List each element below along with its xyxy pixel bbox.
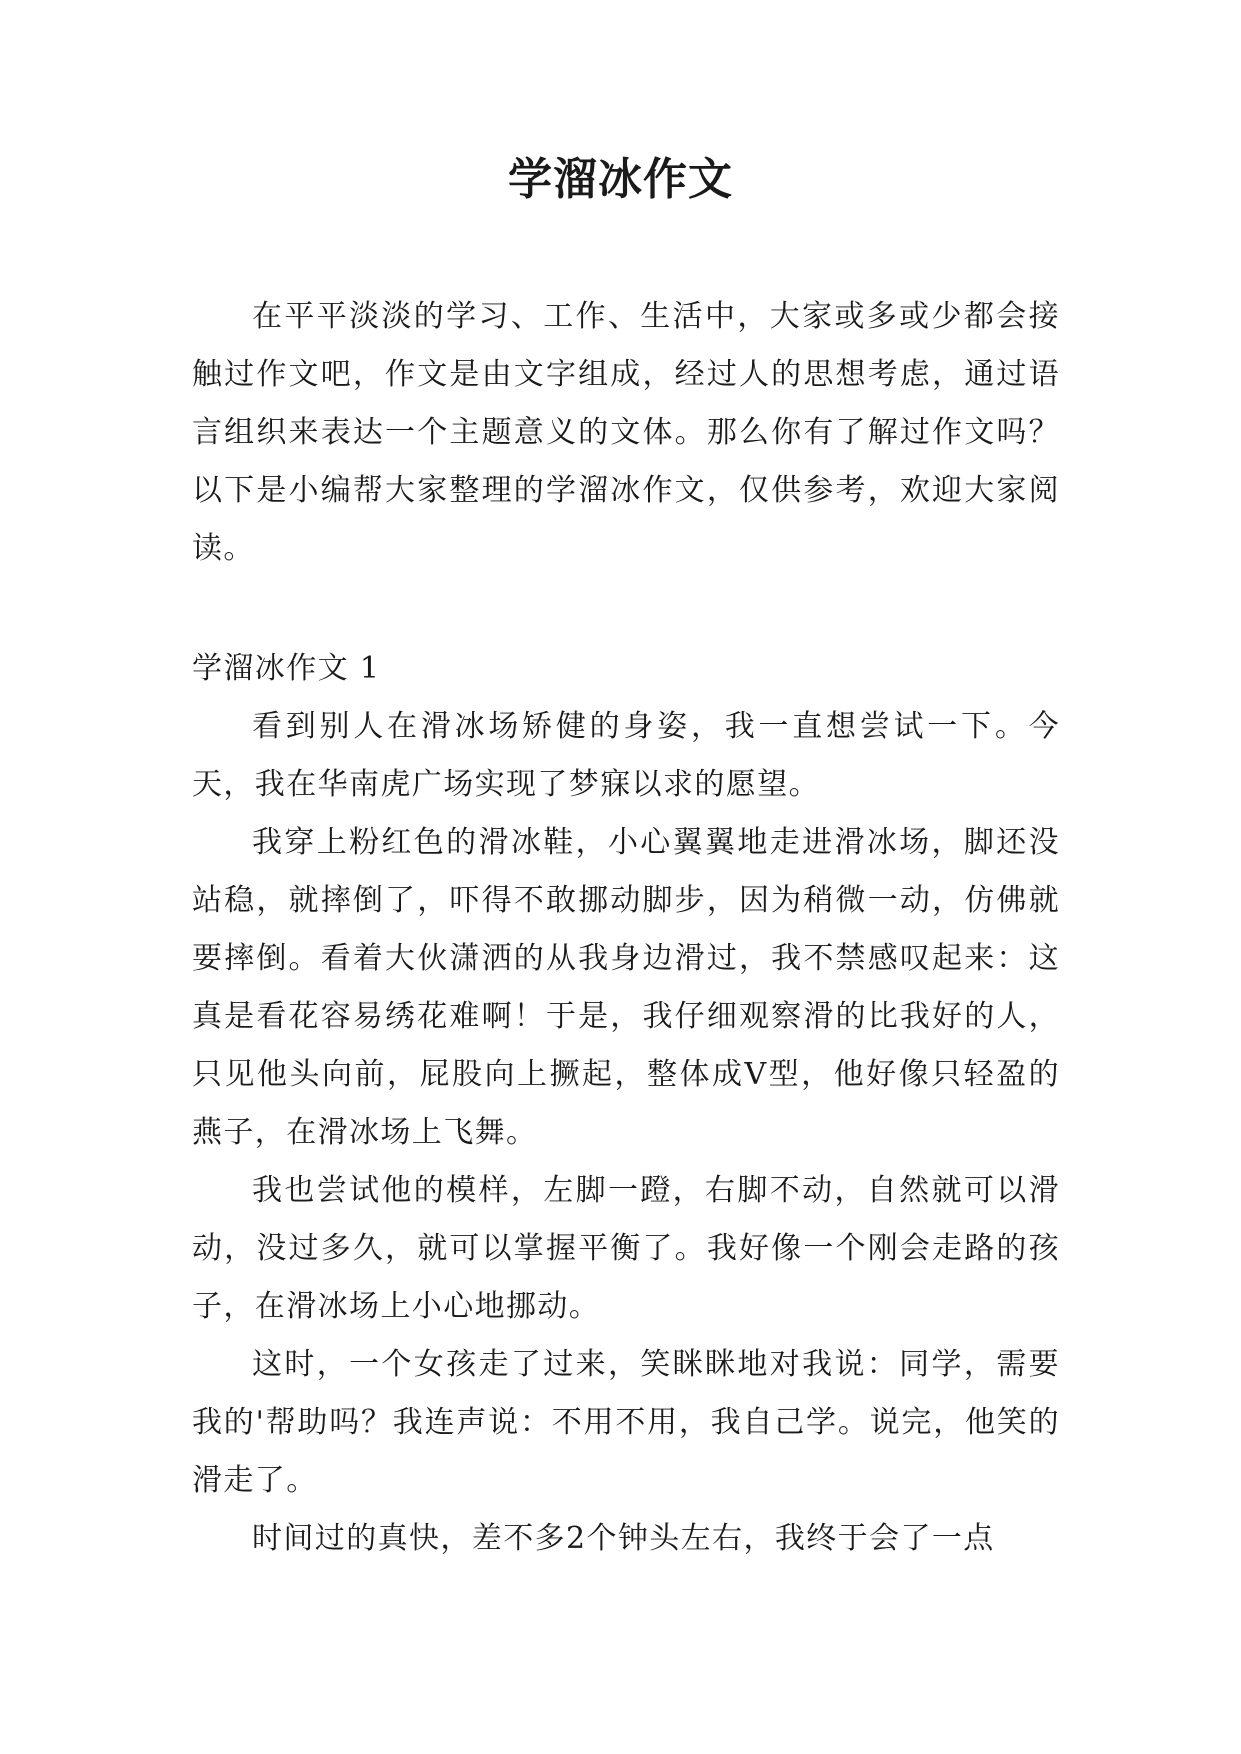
intro-section — [192, 288, 1060, 578]
essay-paragraph-4: 这时，一个女孩走了过来，笑眯眯地对我说：同学，需要我的'帮助吗？我连声说：不用不用，我自己学。说完，他笑的滑走了。 — [192, 1347, 1060, 1498]
essay-paragraph-1: 看到别人在滑冰场矫健的身姿，我一直想尝试一下。今天，我在华南虎广场实现了梦寐以求的愿望。 — [192, 709, 1060, 802]
essay-paragraph-3: 我也尝试他的模样，左脚一蹬，右脚不动，自然就可以滑动，没过多久，就可以掌握平衡了。我好像一个刚会走路的孩子，在滑冰场上小心地挪动。 — [192, 1173, 1060, 1324]
section-heading: 学溜冰作文 1 — [192, 651, 381, 686]
essay-section — [192, 640, 1060, 1568]
essay-paragraph-2: 我穿上粉红色的滑冰鞋，小心翼翼地走进滑冰场，脚还没站稳，就摔倒了，吓得不敢挪动脚步，因为稍微一动，仿佛就要摔倒。看着大伙潇洒的从我身边滑过，我不禁感叹起来：这真是看花容易绣花难啊！于是，我仔细观察滑的比我好的人，只见他头向前，屁股向上撅起，整体成V型，他好像只轻盈的燕子，在滑冰场上飞舞。 — [192, 825, 1060, 1150]
document-title: 学溜冰作文 — [508, 154, 733, 205]
essay-paragraph-5: 时间过的真快，差不多2个钟头左右，我终于会了一点 — [252, 1521, 995, 1556]
intro-paragraph: 在平平淡淡的学习、工作、生活中，大家或多或少都会接触过作文吧，作文是由文字组成，经过人的思想考虑，通过语言组织来表达一个主题意义的文体。那么你有了解过作文吗？以下是小编帮大家整理的学溜冰作文，仅供参考，欢迎大家阅读。 — [192, 299, 1060, 566]
